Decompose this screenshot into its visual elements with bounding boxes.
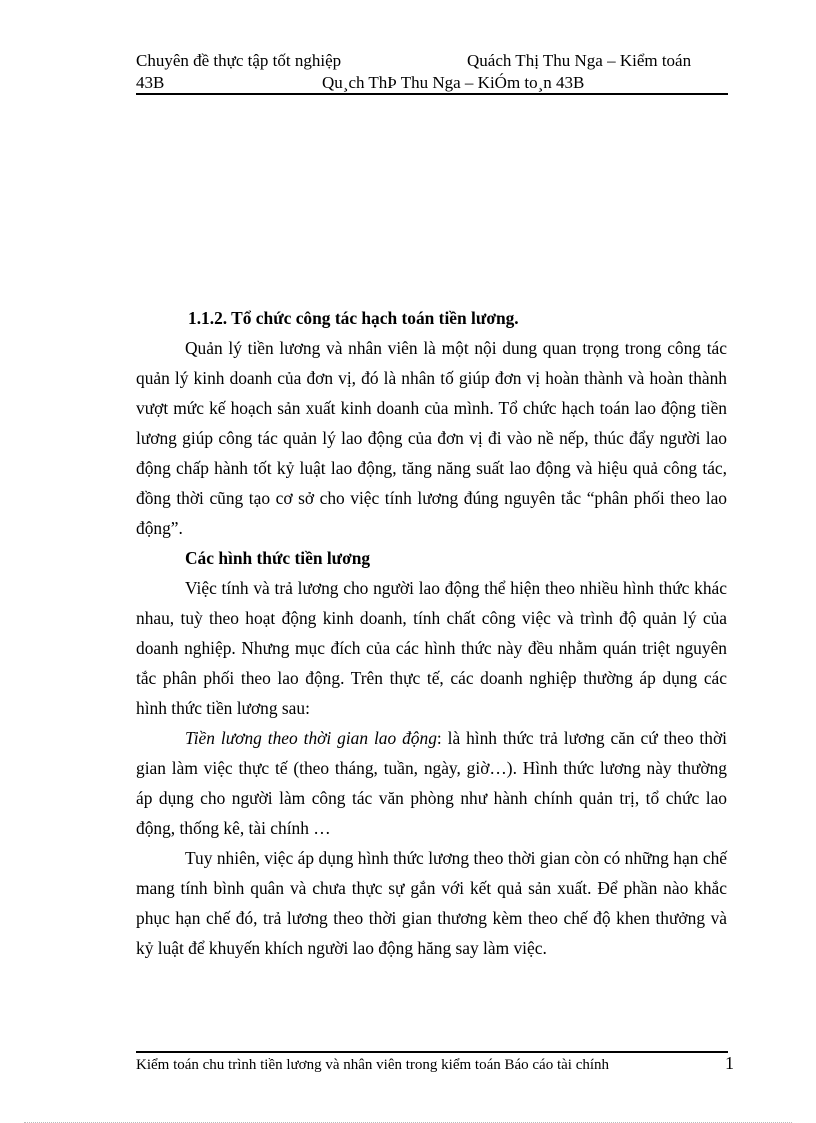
term-definition: : là hình thức trả lương căn cứ theo thời gian làm việc thực tế (theo tháng, tuần, ngày, giờ…). Hình thức lương này thường áp dụng cho người làm công tác văn phòng như hành chính quản trị, tổ chức lao động, thống kê, tài chính … [136, 728, 727, 838]
header-rule [136, 93, 728, 95]
header-author: Quách Thị Thu Nga – Kiểm toán [467, 51, 692, 70]
page-number: 1 [725, 1053, 734, 1073]
footer-text: Kiểm toán chu trình tiền lương và nhân viên trong kiểm toán Báo cáo tài chính [136, 1057, 610, 1073]
paragraph: Việc tính và trả lương cho người lao động thể hiện theo nhiều hình thức khác nhau, tuỳ theo hoạt động kinh doanh, tính chất công việc và trình độ quản lý của doanh nghiệp. Nhưng mục đích của các hình thức này đều nhằm quán triệt nguyên tắc phân phối theo lao động. Trên thực tế, các doanh nghiệp thường áp dụng các hình thức tiền lương sau: [136, 578, 727, 718]
section-heading: 1.1.2. Tổ chức công tác hạch toán tiền lương. [188, 308, 519, 328]
document-body [136, 303, 727, 963]
term-italic: Tiền lương theo thời gian lao động [185, 728, 437, 748]
footer [136, 1053, 734, 1075]
subsection-heading: Các hình thức tiền lương [185, 548, 371, 568]
header-title: Chuyên đề thực tập tốt nghiệp [136, 51, 342, 70]
footer-rule [136, 1051, 728, 1053]
header-author-garbled: Qu¸ch ThÞ Thu Nga – KiÓm to¸n 43B [322, 73, 585, 92]
paragraph: Quản lý tiền lương và nhân viên là một nội dung quan trọng trong công tác quản lý kinh doanh của đơn vị, đó là nhân tố giúp đơn vị hoàn thành và hoàn thành vượt mức kế hoạch sản xuất kinh doanh của mình. Tổ chức hạch toán lao động tiền lương giúp công tác quản lý lao động của đơn vị đi vào nề nếp, thúc đẩy người lao động chấp hành tốt kỷ luật lao động, tăng năng suất lao động và hiệu quả công tác, đồng thời cũng tạo cơ sở cho việc tính lương đúng nguyên tắc “phân phối theo lao động”. [136, 338, 727, 538]
paragraph [136, 723, 727, 843]
paragraph: Tuy nhiên, việc áp dụng hình thức lương theo thời gian còn có những hạn chế mang tính bình quân và chưa thực sự gắn với kết quả sản xuất. Để phần nào khắc phục hạn chế đó, trả lương theo thời gian thương kèm theo chế độ khen thưởng và kỷ luật để khuyến khích người lao động hăng say làm việc. [136, 848, 727, 958]
header-class: 43B [136, 73, 165, 92]
